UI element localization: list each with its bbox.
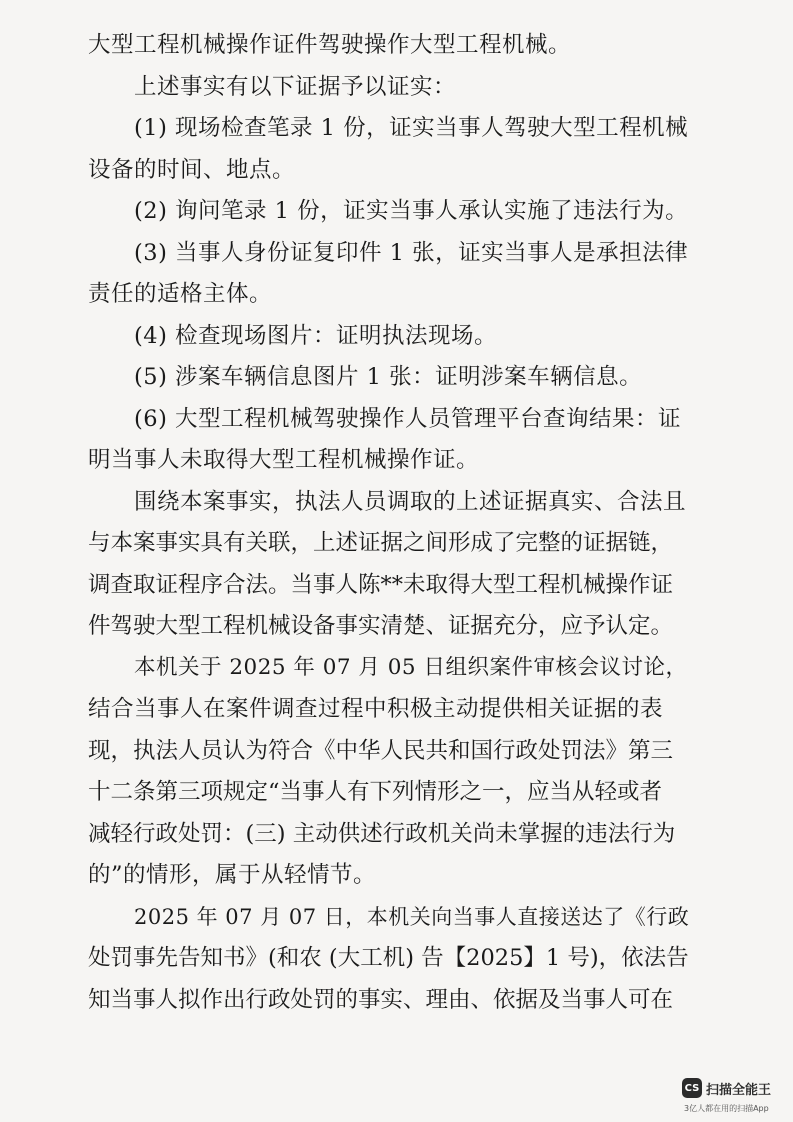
text-line-6: (3) 当事人身份证复印件 1 张，证实当事人是承担法律 bbox=[134, 240, 689, 266]
watermark-brand: 扫描全能王 bbox=[706, 1083, 772, 1098]
text-line-9: (5) 涉案车辆信息图片 1 张：证明涉案车辆信息。 bbox=[134, 364, 643, 390]
text-line-4: 设备的时间、地点。 bbox=[88, 157, 296, 183]
text-line-14: 调查取证程序合法。当事人陈**未取得大型工程机械操作证 bbox=[88, 572, 674, 598]
camscanner-logo-icon: CS bbox=[682, 1078, 702, 1098]
text-line-17: 结合当事人在案件调查过程中积极主动提供相关证据的表 bbox=[88, 696, 664, 722]
text-line-5: (2) 询问笔录 1 份，证实当事人承认实施了违法行为。 bbox=[134, 198, 689, 224]
text-line-18: 现，执法人员认为符合《中华人民共和国行政处罚法》第三 bbox=[88, 738, 674, 764]
text-line-11: 明当事人未取得大型工程机械操作证。 bbox=[88, 447, 480, 473]
text-line-21: 的”的情形，属于从轻情节。 bbox=[88, 862, 377, 888]
text-line-22: 2025 年 07 月 07 日，本机关向当事人直接送达了《行政 bbox=[134, 905, 690, 929]
text-line-7: 责任的适格主体。 bbox=[88, 281, 273, 307]
text-line-20: 减轻行政处罚：(三) 主动供述行政机关尚未掌握的违法行为 bbox=[88, 821, 676, 847]
text-line-12: 围绕本案事实，执法人员调取的上述证据真实、合法且 bbox=[134, 489, 687, 515]
text-line-8: (4) 检查现场图片：证明执法现场。 bbox=[134, 323, 498, 349]
text-line-13: 与本案事实具有关联，上述证据之间形成了完整的证据链， bbox=[88, 530, 674, 556]
text-line-10: (6) 大型工程机械驾驶操作人员管理平台查询结果：证 bbox=[134, 406, 682, 432]
watermark-tagline: 3亿人都在用的扫描App bbox=[684, 1104, 769, 1113]
text-line-3: (1) 现场检查笔录 1 份，证实当事人驾驶大型工程机械 bbox=[134, 115, 689, 141]
text-line-24: 知当事人拟作出行政处罚的事实、理由、依据及当事人可在 bbox=[88, 987, 674, 1013]
text-line-1: 大型工程机械操作证件驾驶操作大型工程机械。 bbox=[88, 32, 572, 58]
text-line-15: 件驾驶大型工程机械设备事实清楚、证据充分，应予认定。 bbox=[88, 613, 674, 639]
scanner-watermark bbox=[682, 1078, 788, 1118]
text-line-23: 处罚事先告知书》(和农 (大工机) 告【2025】1 号)，依法告 bbox=[88, 945, 689, 971]
text-line-16: 本机关于 2025 年 07 月 05 日组织案件审核会议讨论， bbox=[134, 655, 688, 680]
text-line-19: 十二条第三项规定“当事人有下列情形之一，应当从轻或者 bbox=[88, 779, 663, 805]
text-line-2: 上述事实有以下证据予以证实： bbox=[134, 74, 457, 100]
